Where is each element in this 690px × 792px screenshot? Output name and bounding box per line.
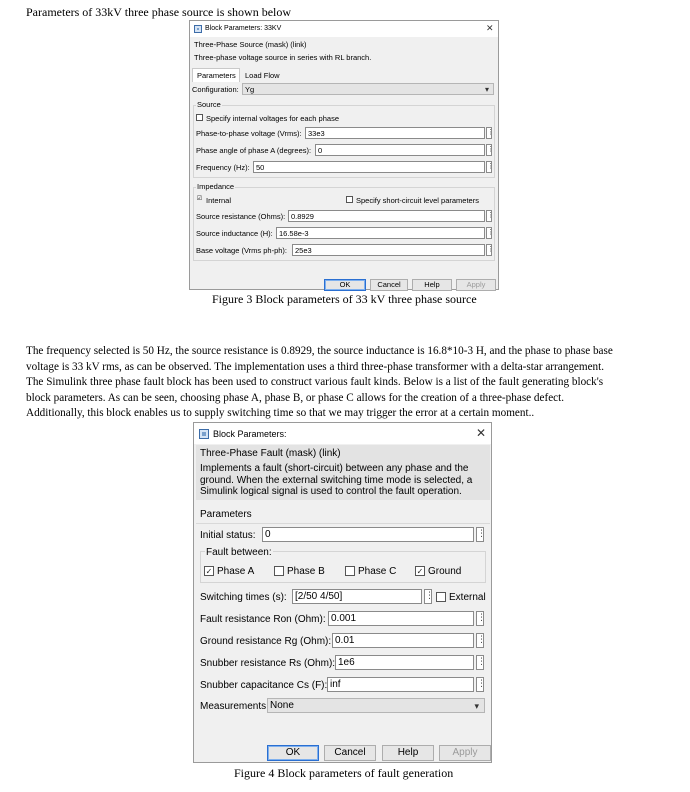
field-value: 33e3 (308, 129, 325, 138)
measurements-label: Measurements (200, 701, 267, 712)
initial-status-input[interactable] (262, 527, 474, 542)
field-label: Source resistance (Ohms): (196, 212, 286, 221)
phase-voltage-input[interactable] (305, 127, 485, 139)
more-icon[interactable]: ⋮ (476, 611, 484, 626)
field-label: Fault resistance Ron (Ohm): (200, 614, 326, 625)
snubber-resistance-input[interactable] (335, 655, 474, 670)
field-label: Base voltage (Vrms ph-ph): (196, 246, 288, 255)
field-value: inf (330, 679, 341, 690)
button-label: Cancel (377, 280, 401, 289)
chevron-down-icon: ▾ (474, 701, 479, 711)
body-paragraph (26, 344, 664, 422)
phase-c-checkbox[interactable] (345, 566, 355, 576)
tab-load-flow[interactable] (240, 69, 286, 82)
source-section-title: Source (197, 100, 221, 109)
field-value: 0.001 (331, 613, 357, 624)
source-resistance-input[interactable] (288, 210, 485, 222)
more-icon[interactable]: ⋮ (424, 589, 432, 604)
field-value: 16.58e-3 (279, 229, 309, 238)
switching-times-input[interactable] (292, 589, 422, 604)
simulink-icon (199, 429, 209, 439)
paragraph-line: Additionally, this block enables us to supply switching time so that we may trigger the error at a certain moment.. (26, 407, 535, 419)
more-icon[interactable]: ⋮ (486, 144, 492, 156)
configuration-value: Yg (245, 85, 255, 94)
switching-label: Switching times (s): (200, 592, 287, 603)
phase-angle-input[interactable] (315, 144, 485, 156)
ok-button[interactable] (267, 745, 319, 761)
more-icon[interactable]: ⋮ (486, 210, 492, 222)
ground-checkbox[interactable]: ✓ (416, 567, 424, 576)
field-value: 0 (318, 146, 323, 155)
block-description: Three-phase voltage source in series with RL branch. (194, 53, 372, 62)
field-label: Phase angle of phase A (degrees): (196, 146, 312, 155)
block-name: Three-Phase Source (mask) (link) (194, 40, 307, 49)
button-label: OK (339, 280, 351, 289)
more-icon[interactable]: ⋮ (476, 677, 484, 692)
dialog-titlebar (194, 423, 491, 444)
field-label: Snubber resistance Rs (Ohm): (200, 658, 336, 669)
short-circuit-label: Specify short-circuit level parameters (356, 196, 479, 205)
parameters-section-title: Parameters (200, 509, 252, 520)
phase-a-label: Phase A (217, 566, 255, 577)
close-icon[interactable]: ✕ (486, 23, 494, 33)
cancel-button[interactable] (370, 279, 408, 291)
frequency-input[interactable] (253, 161, 485, 173)
paragraph-line: The frequency selected is 50 Hz, the source resistance is 0.8929, the source inductance is 16.8*10-3 H, and the phase to phase base (26, 345, 613, 357)
field-label: Ground resistance Rg (Ohm): (200, 636, 332, 647)
field-value: 25e3 (295, 246, 312, 255)
configuration-dropdown[interactable] (242, 83, 494, 95)
button-label: Apply (466, 280, 486, 289)
section-divider (196, 523, 490, 524)
paragraph-line: block parameters. As can be seen, choosing phase A, phase B, or phase C allows for the creation of a three-phase defect. (26, 391, 565, 404)
description-line: Implements a fault (short-circuit) between any phase and the (200, 463, 469, 474)
initial-status-label: Initial status: (200, 530, 256, 541)
field-value: 50 (256, 163, 265, 172)
measurements-value: None (270, 700, 294, 711)
help-button[interactable] (382, 745, 434, 761)
description-line: ground. When the external switching time mode is selected, a (200, 474, 473, 486)
ok-button[interactable] (324, 279, 366, 291)
phase-a-checkbox[interactable]: ✓ (205, 567, 213, 576)
help-button[interactable] (412, 279, 452, 291)
field-label: Snubber capacitance Cs (F): (200, 680, 328, 691)
short-circuit-checkbox[interactable] (346, 196, 353, 203)
source-block-dialog (189, 20, 499, 290)
tab-label: Parameters (197, 71, 236, 80)
measurements-dropdown[interactable] (267, 698, 485, 713)
fault-between-label: Fault between: (206, 547, 272, 558)
button-label: Apply (452, 747, 478, 758)
block-header (196, 445, 490, 500)
more-icon[interactable]: ⋮ (476, 633, 484, 648)
cancel-button[interactable] (324, 745, 376, 761)
specify-internal-checkbox[interactable] (196, 114, 203, 121)
block-description (200, 463, 472, 498)
more-icon[interactable]: ⋮ (476, 655, 484, 670)
source-inductance-input[interactable] (276, 227, 485, 239)
field-value: 0.8929 (291, 212, 314, 221)
phase-b-label: Phase B (287, 566, 325, 577)
apply-button[interactable] (456, 279, 496, 291)
dialog-title: Block Parameters: (213, 429, 287, 439)
button-label: Help (424, 280, 440, 289)
field-value: 0.01 (335, 635, 355, 646)
button-label: OK (285, 747, 301, 758)
base-voltage-input[interactable] (292, 244, 485, 256)
field-label: Source inductance (H): (196, 229, 273, 238)
more-icon[interactable]: ⋮ (486, 227, 492, 239)
chevron-down-icon: ▾ (484, 85, 489, 94)
tab-label: Load Flow (245, 71, 280, 80)
internal-checkbox[interactable]: ☑ (196, 196, 203, 202)
button-label: Help (397, 747, 419, 758)
phase-c-label: Phase C (358, 566, 397, 577)
description-line: Simulink logical signal is used to control the fault operation. (200, 486, 462, 497)
specify-internal-label: Specify internal voltages for each phase (206, 114, 339, 123)
figure-caption: Figure 3 Block parameters of 33 kV three phase source (212, 292, 477, 306)
ground-label: Ground (428, 566, 462, 577)
ground-resistance-input[interactable] (332, 633, 474, 648)
more-icon[interactable]: ⋮ (476, 527, 484, 542)
button-label: Cancel (334, 747, 366, 758)
figure-caption: Figure 4 Block parameters of fault generation (234, 766, 454, 780)
simulink-icon (194, 25, 202, 33)
field-label: Frequency (Hz): (196, 163, 250, 172)
impedance-section-title: Impedance (197, 182, 235, 191)
field-value: [2/50 4/50] (295, 591, 343, 602)
fault-resistance-input[interactable] (328, 611, 474, 626)
close-icon[interactable]: ✕ (476, 426, 487, 440)
dialog-title: Block Parameters: 33KV (205, 25, 282, 32)
field-value: 1e6 (338, 657, 355, 668)
external-label: External (449, 592, 486, 603)
external-checkbox[interactable] (436, 592, 446, 602)
internal-label: Internal (206, 196, 232, 205)
apply-button[interactable] (439, 745, 491, 761)
paragraph-line: voltage is 33 kV rms, as can be observed. The implementation uses a third three-phase transformer with a delta-star arrangement. (26, 360, 605, 373)
field-value: 0 (265, 529, 271, 540)
more-icon[interactable]: ⋮ (486, 161, 492, 173)
more-icon[interactable]: ⋮ (486, 127, 492, 139)
fault-block-dialog (193, 422, 492, 763)
phase-b-checkbox[interactable] (274, 566, 284, 576)
dialog-titlebar (190, 21, 498, 37)
block-name: Three-Phase Fault (mask) (link) (200, 448, 341, 459)
intro-text: Parameters of 33kV three phase source is shown below (26, 5, 292, 19)
tab-parameters[interactable] (192, 68, 240, 82)
paragraph-line: The Simulink three phase fault block has been used to construct various fault kinds. Below is a list of the fault generating block's (26, 376, 604, 388)
configuration-label: Configuration: (192, 85, 239, 94)
field-label: Phase-to-phase voltage (Vrms): (196, 129, 302, 138)
snubber-capacitance-input[interactable] (327, 677, 474, 692)
more-icon[interactable]: ⋮ (486, 244, 492, 256)
